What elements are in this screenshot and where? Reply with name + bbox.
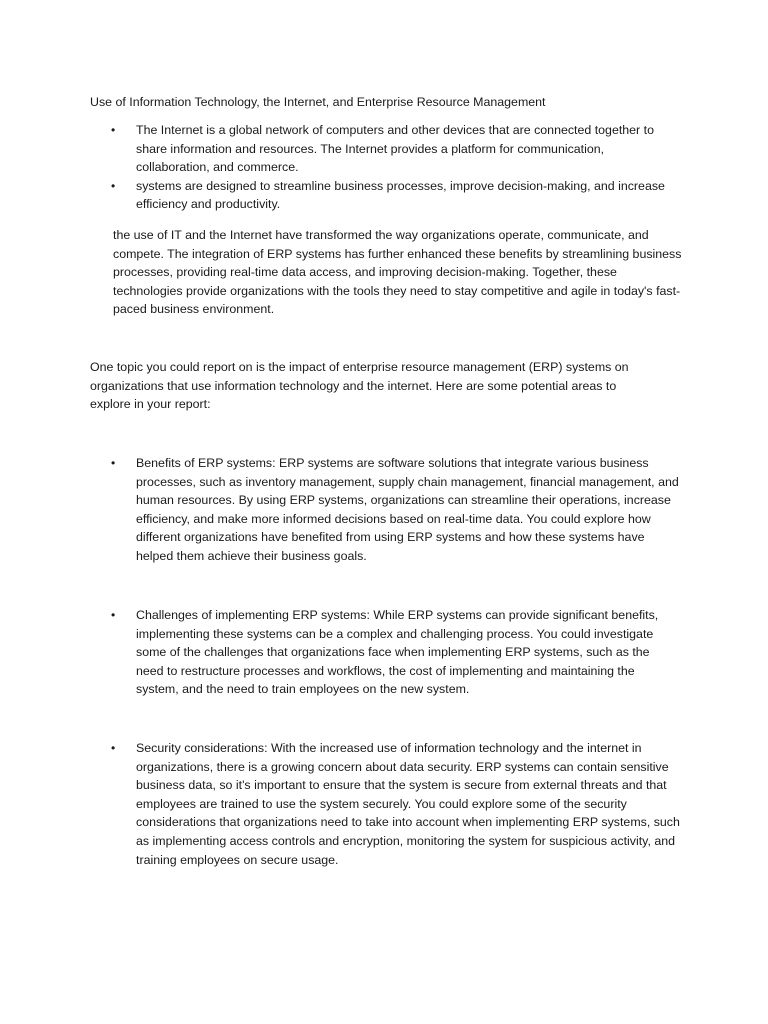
bullet-icon: • — [111, 741, 116, 755]
list-item — [90, 739, 680, 869]
topic-paragraph: One topic you could report on is the impact of enterprise resource management (ERP) systems on organizations that use information technology and the internet. Here are some potential areas to explore in your report: — [90, 360, 629, 412]
intro-bullet-list — [90, 121, 680, 214]
bullet-icon: • — [111, 123, 116, 137]
list-item-text: Benefits of ERP systems: ERP systems are software solutions that integrate various business processes, such as inventory management, supply chain management, financial management, and human resources. By using ERP systems, organizations can streamline their operations, increase efficiency, and make more informed decisions based on real-time data. You could explore how different organizations have benefited from using ERP systems and how these systems have helped them achieve their business goals. — [136, 456, 679, 563]
list-item-text: The Internet is a global network of computers and other devices that are connected together to share information and resources. The Internet provides a platform for communication, collaboration, and commerce. — [136, 123, 654, 175]
topic-bullet-list-1 — [90, 454, 680, 566]
summary-paragraph: the use of IT and the Internet have transformed the way organizations operate, communicate, and compete. The integration of ERP systems has further enhanced these benefits by streamlining business processes, providing real-time data access, and improving decision-making. Together, these technologies provide organizations with the tools they need to stay competitive and agile in today's fast-paced business environment. — [113, 228, 682, 317]
list-item — [90, 121, 680, 177]
list-item — [90, 454, 680, 566]
bullet-icon: • — [111, 178, 116, 193]
bullet-icon: • — [111, 456, 116, 470]
document-title: Use of Information Technology, the Internet, and Enterprise Resource Management — [90, 95, 546, 109]
topic-bullet-list-2 — [90, 606, 680, 699]
topic-bullet-list-3 — [90, 739, 680, 869]
bullet-icon: • — [111, 608, 116, 622]
list-item — [90, 606, 680, 699]
list-item — [90, 177, 680, 214]
list-item-text: Security considerations: With the increased use of information technology and the internet in organizations, there is a growing concern about data security. ERP systems can contain sensitive business data, so it's important to ensure that the system is secure from external threats and that employees are trained to use the system securely. You could explore some of the security considerations that organizations need to take into account when implementing ERP systems, such as implementing access controls and encryption, monitoring the system for suspicious activity, and training employees on secure usage. — [136, 741, 680, 867]
list-item-text: Challenges of implementing ERP systems: While ERP systems can provide significant benefits, implementing these systems can be a complex and challenging process. You could investigate some of the challenges that organizations face when implementing ERP systems, such as the need to restructure processes and workflows, the cost of implementing and maintaining the system, and the need to train employees on the new system. — [136, 608, 659, 697]
list-item-text: systems are designed to streamline business processes, improve decision-making, and increase efficiency and productivity. — [136, 178, 665, 212]
